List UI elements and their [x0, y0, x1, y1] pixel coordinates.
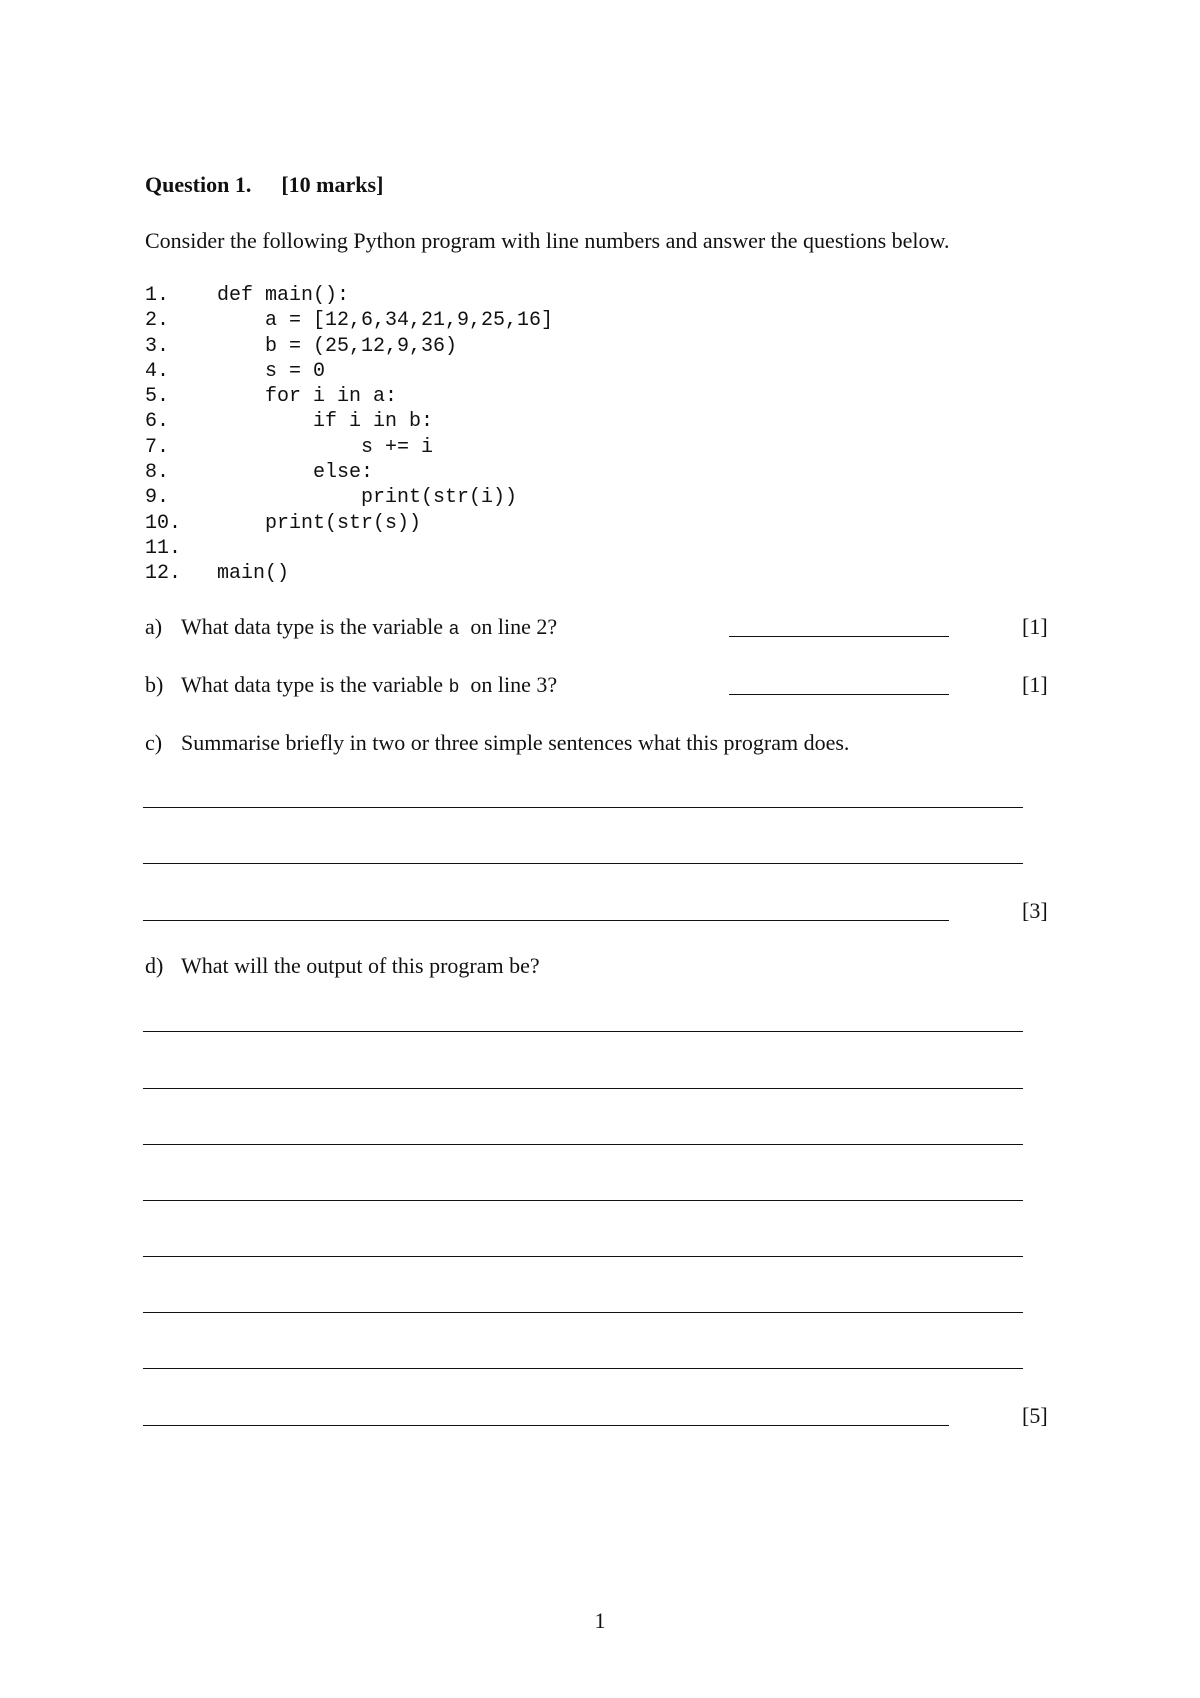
line-number: 7. [145, 435, 170, 459]
line-number: 3. [145, 334, 170, 358]
part-d-question [145, 953, 540, 979]
part-d-answer-line[interactable] [143, 1088, 1023, 1089]
line-number: 1. [145, 284, 170, 307]
part-c-text: Summarise briefly in two or three simple sentences what this program does. [181, 730, 850, 755]
part-d-label: d) [145, 953, 164, 978]
part-b-marks: [1] [1022, 672, 1048, 697]
code-text: for i in a: [217, 385, 398, 409]
part-a-question [145, 614, 557, 640]
part-c-label: c) [145, 730, 163, 755]
line-number: 4. [145, 359, 170, 383]
question-marks: [10 marks] [281, 172, 384, 197]
part-c-answer-line[interactable] [143, 863, 1023, 864]
part-b-label: b) [145, 672, 164, 697]
part-b-answer-line[interactable] [729, 694, 949, 695]
code-text: else: [217, 461, 374, 485]
part-c-marks: [3] [1022, 898, 1048, 923]
code-text: if i in b: [217, 410, 434, 434]
line-number: 10. [145, 511, 182, 535]
code-text: def main(): [217, 284, 350, 307]
part-d-answer-line[interactable] [143, 1031, 1023, 1032]
page-number: 1 [594, 1608, 606, 1633]
part-a-marks: [1] [1022, 614, 1048, 639]
line-number: 11. [145, 536, 182, 560]
part-a-label: a) [145, 614, 163, 639]
part-b-variable: b [448, 678, 460, 698]
part-c-question [145, 730, 849, 756]
question-label: Question 1. [145, 172, 252, 197]
part-a-text: What data type is the variable [181, 614, 444, 639]
line-number: 12. [145, 562, 182, 586]
part-d-answer-line[interactable] [143, 1312, 1023, 1313]
part-d-marks: [5] [1022, 1403, 1048, 1428]
line-number: 8. [145, 461, 170, 485]
part-d-text: What will the output of this program be? [181, 953, 540, 978]
line-number: 9. [145, 486, 170, 510]
code-text: s = 0 [217, 359, 326, 383]
part-a-variable: a [448, 620, 460, 640]
part-d-answer-line[interactable] [143, 1256, 1023, 1257]
line-number: 6. [145, 410, 170, 434]
part-a-answer-line[interactable] [729, 636, 949, 637]
part-d-answer-line[interactable] [143, 1200, 1023, 1201]
part-c-answer-line[interactable] [143, 807, 1023, 808]
code-text: print(str(i)) [217, 486, 518, 510]
code-text: print(str(s)) [217, 511, 422, 535]
part-b-question [145, 672, 557, 698]
line-number: 5. [145, 385, 170, 409]
question-intro: Consider the following Python program with line numbers and answer the questions below. [145, 228, 950, 253]
part-d-answer-line[interactable] [143, 1144, 1023, 1145]
part-b-text: What data type is the variable [181, 672, 444, 697]
question-heading [145, 172, 383, 198]
part-a-text-after: on line 2? [470, 614, 558, 639]
code-text: main() [217, 562, 290, 586]
part-d-answer-line[interactable] [143, 1425, 949, 1426]
part-d-answer-line[interactable] [143, 1368, 1023, 1369]
code-text: s += i [217, 435, 434, 459]
code-text: a = [12,6,34,21,9,25,16] [217, 309, 554, 333]
line-number: 2. [145, 309, 170, 333]
part-b-text-after: on line 3? [470, 672, 558, 697]
part-c-answer-line[interactable] [143, 920, 949, 921]
code-text: b = (25,12,9,36) [217, 334, 458, 358]
